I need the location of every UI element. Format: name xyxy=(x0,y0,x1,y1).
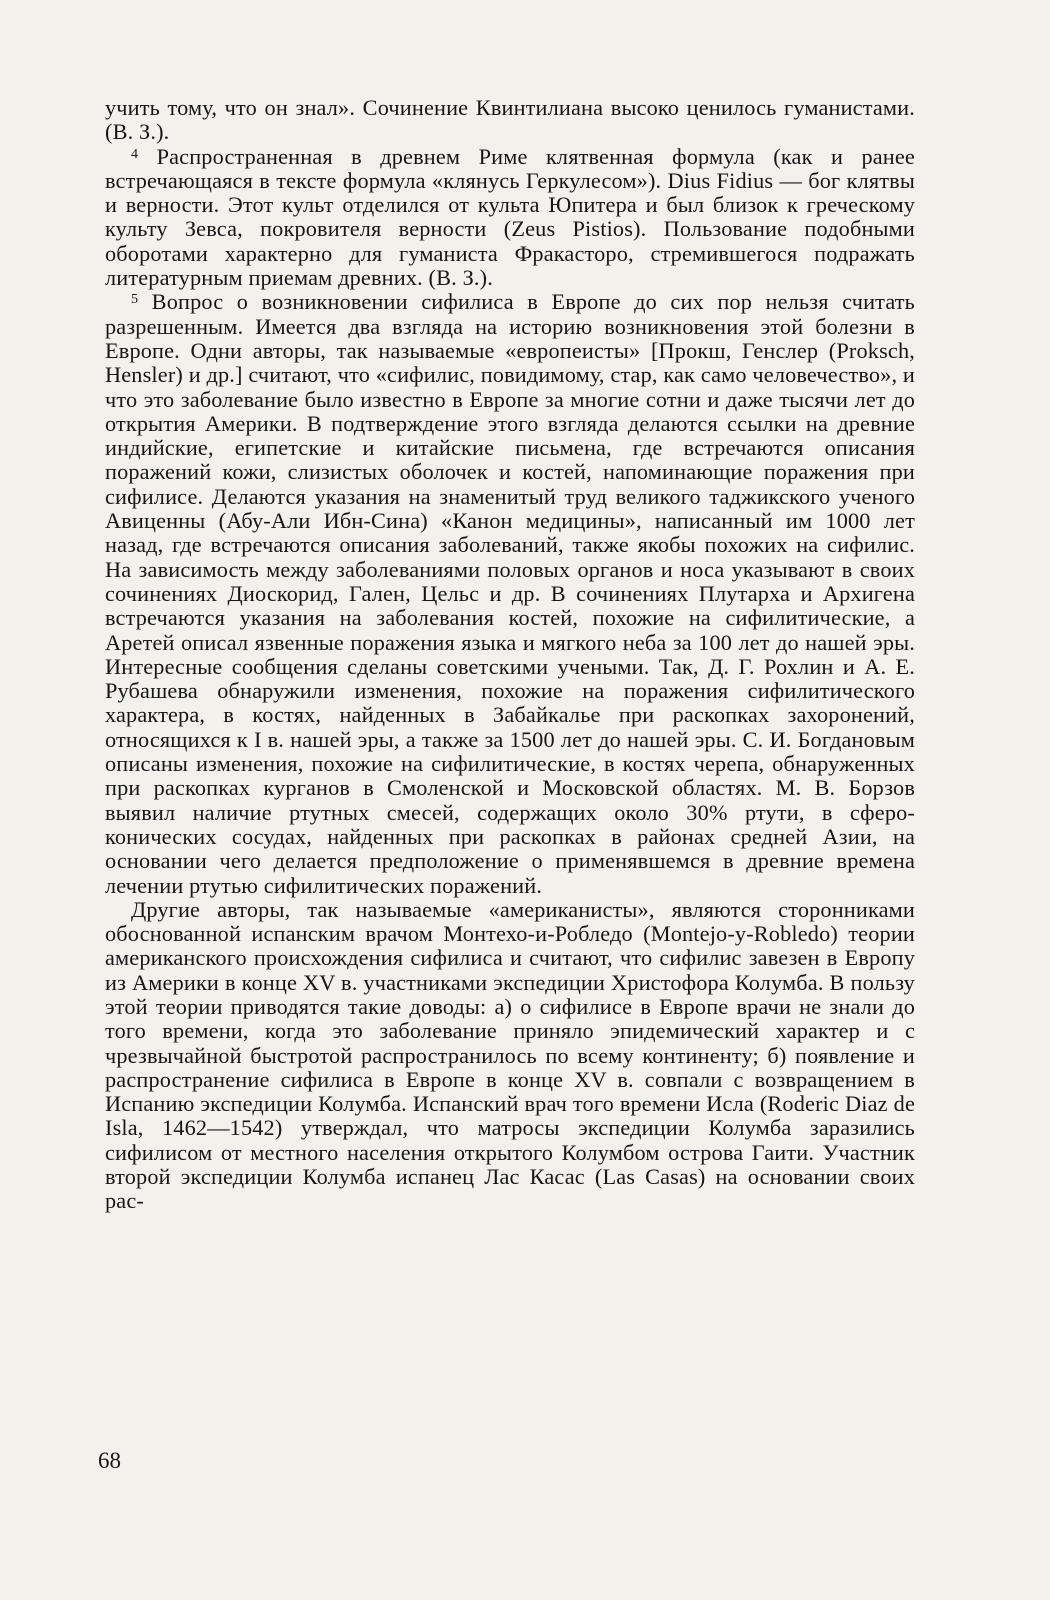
footnote-4-marker: 4 xyxy=(131,146,139,162)
footnote-5-marker: 5 xyxy=(131,292,139,308)
footnote-5 xyxy=(105,290,915,897)
footnote-5-text: Вопрос о возникновении сифилиса в Европе до сих пор нельзя считать разрешенным. Имеется два взгляда на историю возникновения этой болезни в Европе. Одни авторы, так называемые «европеисты» [Прокш, Генслер (Proksch, Hensler) и др.] считают, что «сифилис, повидимому, стар, как само человечество», и что это заболевание было известно в Европе за многие сотни и даже тысячи лет до открытия Америки. В подтверждение этого взгляда делаются ссылки на древние индийские, египетские и китайские письмена, где встречаются описания поражений кожи, слизистых оболочек и костей, напоминающие поражения при сифилисе. Делаются указания на знаменитый труд великого таджикского ученого Авиценны (Абу-Али Ибн-Сина) «Канон медицины», написанный им 1000 лет назад, где встречаются описания заболеваний, также якобы похожих на сифилис. На зависимость между заболеваниями половых органов и носа указывают в своих сочинениях Диоскорид, Гален, Цельс и др. В сочинениях Плутарха и Архигена встречаются указания на заболевания костей, похожие на сифилитические, а Аретей описал язвенные поражения языка и мягкого неба за 100 лет до нашей эры. Интересные сообщения сделаны советскими учеными. Так, Д. Г. Рохлин и А. Е. Рубашева обнаружили изменения, похожие на поражения сифилитического характера, в костях, найденных в Забайкалье при раскопках захоронений, относящихся к I в. нашей эры, а также за 1500 лет до нашей эры. С. И. Богдановым описаны изменения, похожие на сифилитические, в костях черепа, обнаруженных при раскопках курганов в Смоленской и Московской областях. М. В. Борзов выявил наличие ртутных смесей, содержащих около 30% ртути, в сферо-конических сосудах, найденных при раскопках в районах средней Азии, на основании чего делается предположение о применявшемся в древние времена лечении ртутью сифилитических поражений. xyxy=(105,289,915,898)
americanists-paragraph: Другие авторы, так называемые «американисты», являются сторонниками обоснованной испанским врачом Монтехо-и-Робледо (Montejo-y-Robledo) теории американского происхождения сифилиса и считают, что сифилис завезен в Европу из Америки в конце XV в. участниками экспедиции Христофора Колумба. В пользу этой теории приводятся такие доводы: а) о сифилисе в Европе врачи не знали до того времени, когда это заболевание приняло эпидемический характер и с чрезвычайной быстротой распространилось по всему континенту; б) появление и распространение сифилиса в Европе в конце XV в. совпали с возвращением в Испанию экспедиции Колумба. Испанский врач того времени Исла (Roderic Diaz de Isla, 1462—1542) утверждал, что матросы экспедиции Колумба заразились сифилисом от местного населения открытого Колумбом острова Гаити. Участник второй экспедиции Колумба испанец Лас Касас (Las Casas) на основании своих рас- xyxy=(105,896,915,1214)
footnote-4-text: Распространенная в древнем Риме клятвенная формула (как и ранее встречающаяся в тексте формула «клянусь Геркулесом»). Dius Fidius — бог клятвы и верности. Этот культ отделился от культа Юпитера и был близок к греческому культу Зевса, покровителя верности (Zeus Pistios). Пользование подобными оборотами характерно для гуманиста Фракасторо, стремившегося подражать литературным приемам древних. (В. З.). xyxy=(105,143,915,291)
page-number: 68 xyxy=(98,1448,121,1473)
page-body xyxy=(105,96,915,1214)
continuation-paragraph: учить тому, что он знал». Сочинение Квинтилиана высоко ценилось гуманистами. (В. З.). xyxy=(105,95,915,145)
footnote-4 xyxy=(105,145,915,291)
